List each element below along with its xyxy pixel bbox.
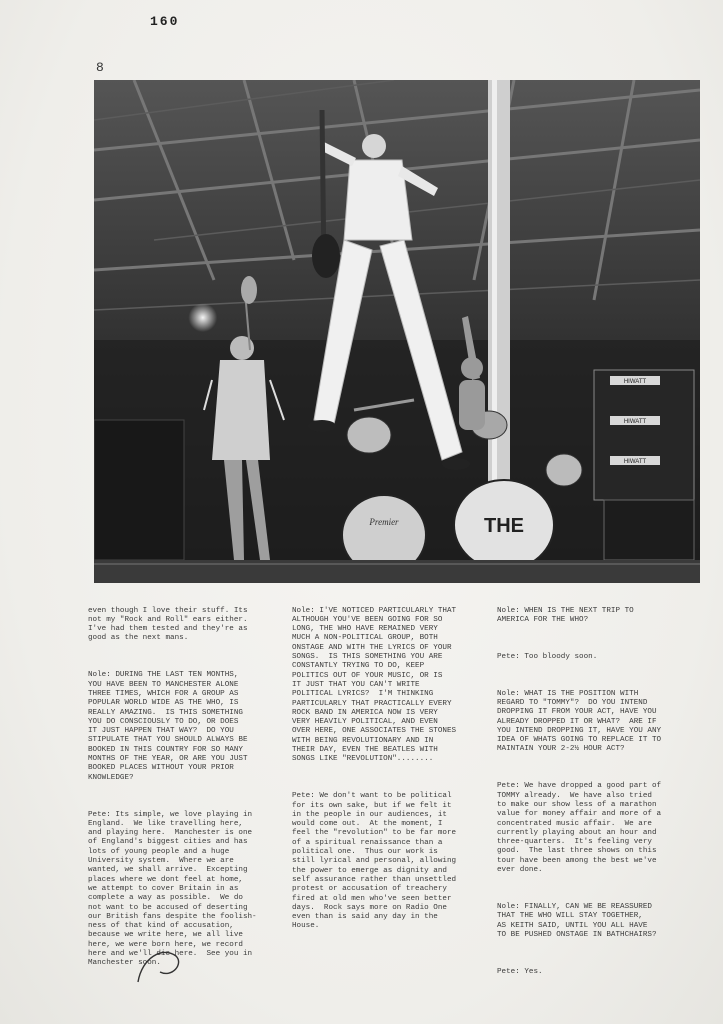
amp-label: HIWATT <box>623 459 647 465</box>
paragraph: Pete: We don't want to be political for its own sake, but if we felt it in the people in our audiences, it would come out. At the moment, I feel the "revolution" to be far more of a spiritual renaissance than a political one. Thus our work is still lyrical and personal, allowing the power to emerge as dignity and self assurance rather than unsettled protest or accusation of treachery fired at old men who've seen better days. Rock says more on Radio One even than is said any day in the House. <box>292 792 457 931</box>
paragraph: Pete: Yes. <box>497 967 543 976</box>
text-column-2 <box>292 588 484 959</box>
paragraph: Nole: FINALLY, CAN WE BE REASSURED THAT THE WHO WILL STAY TOGETHER, AS KEITH SAID, UNTIL YOU ALL HAVE TO BE PUSHED ONSTAGE IN BATHCHAIRS? <box>497 902 657 939</box>
page-number: 160 <box>150 14 180 29</box>
margin-number: 8 <box>96 60 104 75</box>
paragraph: even though I love their stuff. Its not my "Rock and Roll" ears either. I've had them tested and they're as good as the next mans. <box>88 606 248 643</box>
paragraph: Nole: I'VE NOTICED PARTICULARLY THAT ALTHOUGH YOU'VE BEEN GOING FOR SO LONG, THE WHO HAVE REMAINED VERY MUCH A NON-POLITICAL GROUP, BOTH ONSTAGE AND WITH THE LYRICS OF YOUR SONGS. IS THIS SOMETHING YOU ARE CONSTANTLY TRYING TO DO, KEEP POLITICS OUT OF YOUR MUSIC, OR IS IT JUST THAT YOU CAN'T WRITE POLITICAL LYRICS? I'M THINKING PARTICULARLY THAT PRACTICALLY EVERY ROCK BAND IN AMERICA NOW IS VERY VERY HEAVILY POLITICAL, AND EVEN OVER HERE, ONE ASSOCIATES THE STONES WITH BEING REVOLUTIONARY AND IN THEIR DAY, EVEN THE BEATLES WITH SONGS LIKE "REVOLUTION"........ <box>292 606 457 764</box>
concert-photo <box>94 80 700 583</box>
bass-drum-text: THE <box>484 515 524 537</box>
pen-scribble <box>132 938 192 988</box>
paragraph: Pete: Its simple, we love playing in England. We like travelling here, and playing here. Manchester is one of England's biggest cities and has lots of young people and a huge University system. Where we are wanted, we shall arrive. Excepting places where we dont feel at home, we attempt to cover Britain in as complete a way as possible. We do not want to be accused of deserting our British fans despite the foolish- ness of that kind of accusation, because we write here, we all live here, we were born here, we record here and we'll die here. See you in Manchester soon. <box>88 810 257 968</box>
drum-logo: Premier <box>369 517 399 527</box>
paragraph: Nole: WHEN IS THE NEXT TRIP TO AMERICA FOR THE WHO? <box>497 606 634 624</box>
amp-label: HIWATT <box>623 419 647 425</box>
paragraph: Pete: Too bloody soon. <box>497 652 598 661</box>
paragraph: Nole: WHAT IS THE POSITION WITH REGARD TO "TOMMY"? DO YOU INTEND DROPPING IT FROM YOUR ACT, HAVE YOU ALREADY DROPPED IT OR WHAT? ARE IF YOU INTEND DROPPING IT, HAVE YOU ANY IDEA OF WHATS GOING TO REPLACE IT TO MAINTAIN YOUR 2-2½ HOUR ACT? <box>497 689 662 754</box>
paragraph: Nole: DURING THE LAST TEN MONTHS, YOU HAVE BEEN TO MANCHESTER ALONE THREE TIMES, WHICH FOR A GROUP AS POPULAR WORLD WIDE AS THE WHO, IS REALLY AMAZING. IS THIS SOMETHING YOU DO CONSCIOUSLY TO DO, OR DOES IT JUST HAPPEN THAT WAY? DO YOU STIPULATE THAT YOU SHOULD ALWAYS BE BOOKED IN THIS COUNTRY FOR SO MANY MONTHS OF THE YEAR, OR ARE YOU JUST BOOKED PLACES WITHOUT YOUR PRIOR KNOWLEDGE? <box>88 671 248 782</box>
text-column-3 <box>497 588 693 1005</box>
paragraph: Pete: We have dropped a good part of TOMMY already. We have also tried to make our show less of a marathon value for money affair and more of a concentrated music affair. We are currently playing about an hour and three-quarters. It's feeling very good. The last three shows on this tour have been among the best we've ever done. <box>497 782 662 875</box>
amp-label: HIWATT <box>623 379 647 385</box>
text-column-1 <box>88 588 274 996</box>
amplifier-stack <box>594 370 694 560</box>
